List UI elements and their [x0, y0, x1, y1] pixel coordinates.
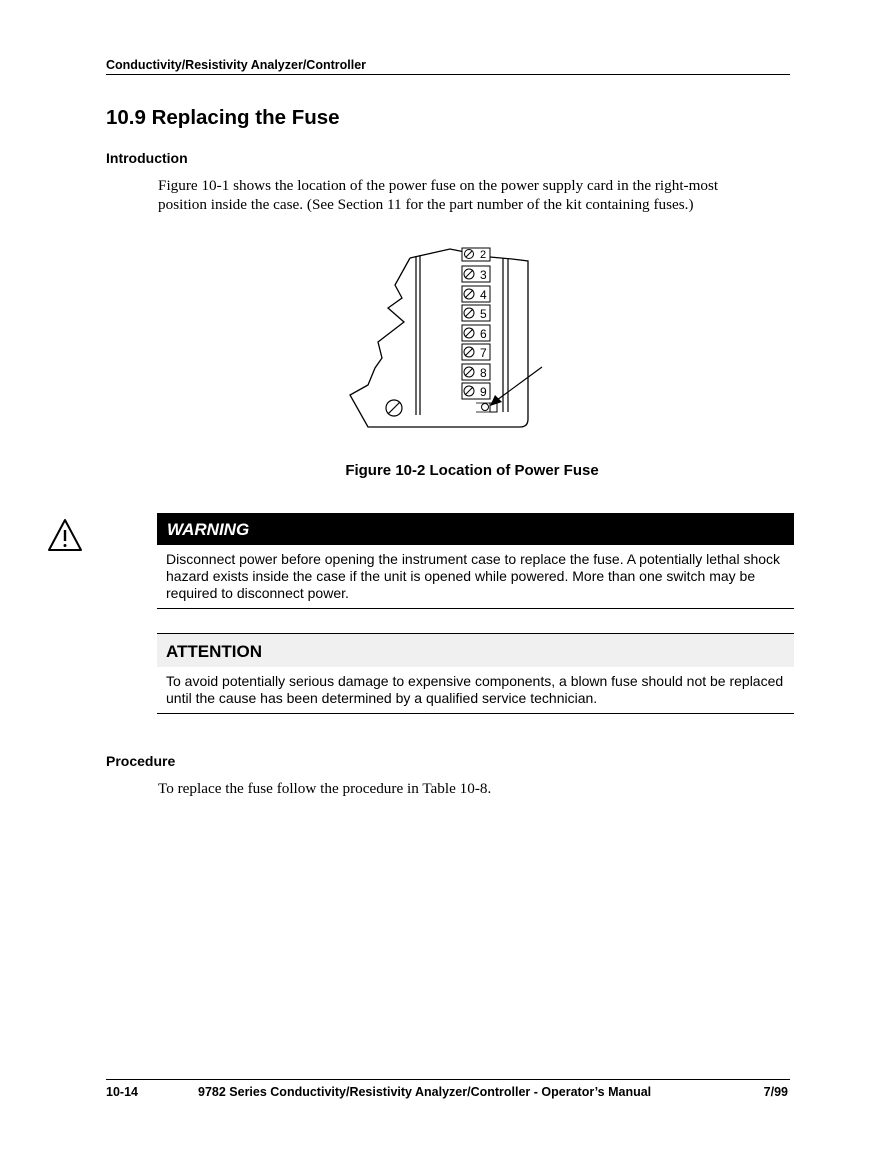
warning-heading: WARNING	[157, 513, 794, 545]
procedure-heading: Procedure	[106, 753, 176, 769]
terminal-label: 5	[480, 307, 487, 321]
fuse-location-figure	[340, 240, 560, 440]
power-supply-card-drawing	[340, 240, 560, 440]
terminal-label: 8	[480, 366, 487, 380]
terminal-strip	[462, 248, 490, 399]
introduction-paragraph: Figure 10-1 shows the location of the power fuse on the power supply card in the right-most position inside the case. (See Section 11 for the part number of the kit containing fuses.)	[158, 177, 719, 213]
introduction-heading: Introduction	[106, 150, 188, 166]
section-title: 10.9 Replacing the Fuse	[106, 106, 340, 129]
fuse-pointer-arrow	[490, 367, 542, 406]
page-number: 10-14	[106, 1085, 138, 1099]
running-header: Conductivity/Resistivity Analyzer/Controller	[106, 58, 790, 75]
terminal-label: 3	[480, 268, 487, 282]
terminal-label: 2	[480, 249, 487, 261]
warning-triangle-icon	[47, 518, 83, 552]
figure-caption: Figure 10-2 Location of Power Fuse	[345, 462, 599, 479]
procedure-paragraph: To replace the fuse follow the procedure in Table 10-8.	[158, 780, 492, 797]
warning-text: Disconnect power before opening the instrument case to replace the fuse. A potentially lethal shock hazard exists inside the case if the unit is opened while powered. More than one switch may be required to disconnect power.	[166, 551, 781, 601]
terminal-label: 4	[480, 288, 487, 302]
attention-text: To avoid potentially serious damage to expensive components, a blown fuse should not be replaced until the cause has been determined by a qualified service technician.	[166, 673, 784, 706]
revision-date: 7/99	[763, 1085, 788, 1099]
mounting-screw	[386, 400, 402, 416]
page-footer	[106, 1079, 790, 1102]
attention-notice	[157, 633, 794, 714]
manual-title: 9782 Series Conductivity/Resistivity Analyzer/Controller - Operator’s Manual	[198, 1085, 652, 1099]
terminal-label: 7	[480, 346, 487, 360]
attention-heading: ATTENTION	[157, 634, 794, 667]
terminal-label: 6	[480, 327, 487, 341]
warning-notice	[157, 513, 794, 609]
terminal-label: 9	[480, 385, 487, 399]
